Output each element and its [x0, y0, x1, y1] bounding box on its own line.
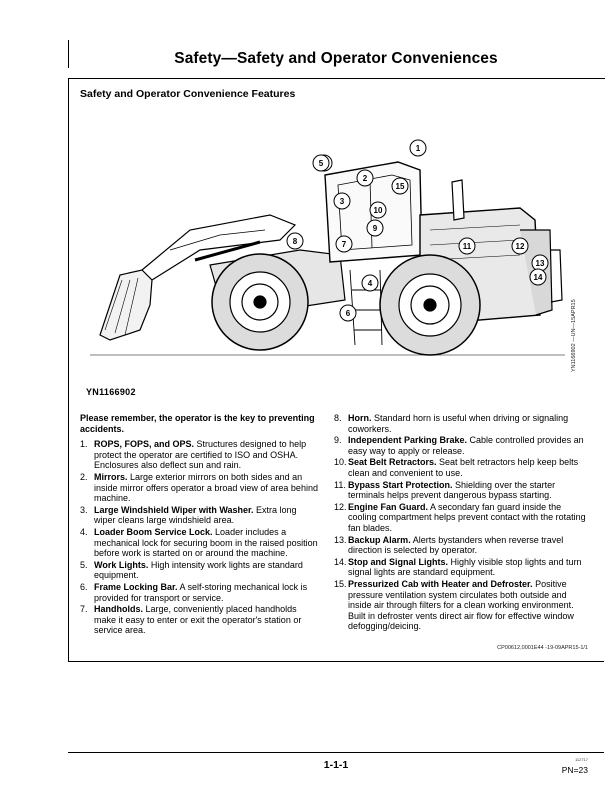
list-item: 12. Engine Fan Guard. A secondary fan guard inside the cooling compartment helps prevent contact with the rotating fan blades.: [334, 501, 586, 533]
callout-6: 6: [345, 309, 351, 318]
list-item: 5. Work Lights. High intensity work lights are standard equipment.: [80, 559, 303, 581]
callout-14: 14: [533, 273, 543, 282]
figure-side-label: YN1166902 —UN—15APR15: [571, 299, 577, 372]
list-item: 10. Seat Belt Retractors. Seat belt retractors help keep belts clean and convenient to use.: [334, 457, 579, 478]
list-item: 13. Backup Alarm. Alerts bystanders when reverse travel direction is selected by operator.: [334, 534, 564, 556]
footer-pn: PN=23: [561, 765, 588, 775]
wheel-loader-illustration: [80, 130, 570, 395]
footer-rule: [68, 752, 604, 753]
callout-12: 12: [515, 242, 525, 251]
callout-9: 9: [372, 224, 378, 233]
section-heading: Safety and Operator Convenience Features: [80, 88, 296, 100]
callout-3: 3: [339, 197, 345, 206]
list-item: 3. Large Windshield Wiper with Washer. Extra long wiper cleans large windshield area.: [80, 504, 297, 526]
callout-1: 1: [415, 144, 421, 153]
page-title: Safety—Safety and Operator Conveniences: [174, 50, 498, 67]
feature-list-left: [80, 413, 320, 637]
callout-11: 11: [462, 242, 472, 251]
list-item: 6. Frame Locking Bar. A self-storing mechanical lock is provided for transport or service.: [80, 581, 308, 603]
callout-8: 8: [292, 237, 298, 246]
list-item: 15. Pressurized Cab with Heater and Defroster. Positive pressure ventilation system circulates both outside and inside air through filters for a clean working environment. Built in defroster vents direct air flow for effective window defogging/deicing.: [334, 578, 574, 632]
list-item: 9. Independent Parking Brake. Cable controlled provides an easy way to apply or release.: [334, 435, 584, 456]
callout-15: 15: [395, 182, 405, 191]
list-item: 14. Stop and Signal Lights. Highly visible stop lights and turn signal lights are standard equipment.: [334, 556, 582, 578]
callout-2: 2: [362, 174, 368, 183]
intro-text: Please remember, the operator is the key to preventing accidents.: [80, 413, 315, 434]
list-item: 11. Bypass Start Protection. Shielding over the starter terminals helps prevent dangerous bypass starting.: [334, 479, 556, 501]
reference-code: CP00612,0001E44 -19-09APR15-1/1: [497, 645, 588, 651]
feature-list-right: [334, 413, 586, 633]
list-item: 4. Loader Boom Service Lock. Loader includes a mechanical lock for securing boom in the raised position before work is started on or around the machine.: [80, 526, 318, 559]
callout-4: 4: [367, 279, 373, 288]
callout-10: 10: [373, 206, 383, 215]
list-item: 1. ROPS, FOPS, and OPS. Structures designed to help protect the operator are certified to ISO and OSHA. Enclosures also deflect sun and rain.: [80, 439, 307, 471]
callout-7: 7: [341, 240, 347, 249]
callout-5: 5: [318, 159, 324, 168]
frame-bottom-rule: [68, 661, 604, 662]
footer-code: 112717: [574, 757, 588, 762]
page-number: 1-1-1: [323, 759, 349, 771]
callout-13: 13: [535, 259, 545, 268]
list-item: 7. Handholds. Large, conveniently placed handholds make it easy to enter or exit the operator's station or service area.: [80, 604, 302, 636]
list-item: 8. Horn. Standard horn is useful when driving or signaling coworkers.: [334, 413, 569, 434]
figure-id: YN1166902: [86, 387, 136, 397]
list-item: 2. Mirrors. Large exterior mirrors on both sides and an inside mirror offers operator a broad view of area behind machine.: [80, 471, 318, 504]
